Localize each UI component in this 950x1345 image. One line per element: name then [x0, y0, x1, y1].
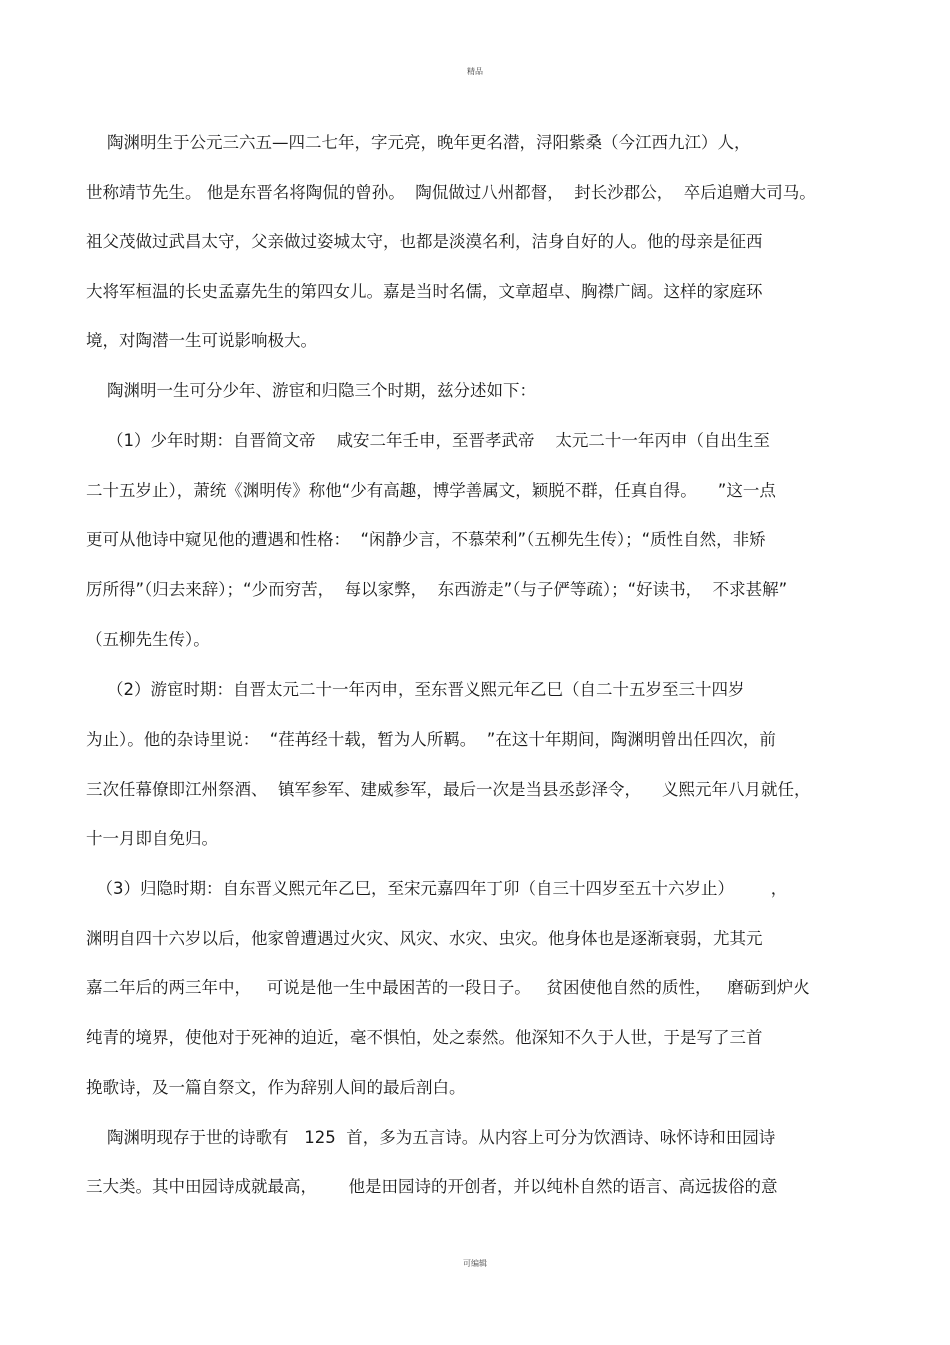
- text-line: 陶渊明生于公元三六五—四二七年，字元亮，晚年更名潜，浔阳紫桑（今江西九江）人，: [86, 133, 751, 152]
- text-line: 陶渊明一生可分少年、游宦和归隐三个时期，兹分述如下：: [86, 381, 536, 400]
- text-line: 十一月即自免归。: [86, 829, 218, 848]
- text-line: 境，对陶潜一生可说影响极大。: [86, 331, 317, 350]
- text-line: 世称靖节先生。 他是东晋名将陶侃的曾孙。 陶侃做过八州都督， 封长沙郡公， 卒后追赠大司马。: [86, 183, 816, 202]
- text-line: （1）少年时期：自晋简文帝 咸安二年壬申，至晋孝武帝 太元二十一年丙申（自出生至: [86, 431, 770, 450]
- text-line: 纯青的境界，使他对于死神的迫近，毫不惧怕，处之泰然。他深知不久于人世，于是写了三首: [86, 1028, 763, 1047]
- text-line: 三次任幕僚即江州祭酒、 镇军参军、建威参军，最后一次是当县丞彭泽令， 义熙元年八月就任，: [86, 780, 811, 799]
- text-line: 祖父茂做过武昌太守，父亲做过姿城太守，也都是淡漠名利，洁身自好的人。他的母亲是征西: [86, 232, 763, 251]
- text-line: 渊明自四十六岁以后，他家曾遭遇过火灾、风灾、水灾、虫灾。他身体也是逐渐衰弱，尤其元: [86, 929, 763, 948]
- text-line: 嘉二年后的两三年中， 可说是他一生中最困苦的一段日子。 贫困使他自然的质性， 磨砺到炉火: [86, 978, 810, 997]
- text-line: 为止）。他的杂诗里说： “荏苒经十载，暂为人所羁。 ”在这十年期间，陶渊明曾出任四次，前: [86, 730, 776, 749]
- text-line: （3）归隐时期：自东晋义熙元年乙巳，至宋元嘉四年丁卯（自三十四岁至五十六岁止） ，: [86, 879, 788, 898]
- text-line: 陶渊明现存于世的诗歌有 125 首，多为五言诗。从内容上可分为饮酒诗、咏怀诗和田园诗: [86, 1128, 776, 1147]
- text-line: 二十五岁止），萧统《渊明传》称他“少有高趣，博学善属文，颖脱不群，任真自得。 ”这一点: [86, 481, 776, 500]
- text-line: 三大类。其中田园诗成就最高， 他是田园诗的开创者，并以纯朴自然的语言、高远拔俗的意: [86, 1177, 778, 1196]
- text-line: 大将军桓温的长史孟嘉先生的第四女儿。嘉是当时名儒，文章超卓、胸襟广阔。这样的家庭环: [86, 282, 763, 301]
- text-line: （2）游宦时期：自晋太元二十一年丙申，至东晋义熙元年乙巳（自二十五岁至三十四岁: [86, 680, 745, 699]
- text-line: 厉所得”（归去来辞）；“少而穷苦， 每以家弊， 东西游走”（与子俨等疏）；“好读书， 不求甚解”: [86, 580, 788, 599]
- text-line: 更可从他诗中窥见他的遭遇和性格： “闲静少言，不慕荣利”（五柳先生传）；“质性自然，非矫: [86, 530, 766, 549]
- text-line: 挽歌诗，及一篇自祭文，作为辞别人间的最后剖白。: [86, 1078, 466, 1097]
- page-header-mark: 精品: [467, 67, 483, 76]
- text-line: （五柳先生传）。: [86, 630, 210, 649]
- page-footer-mark: 可编辑: [463, 1259, 487, 1268]
